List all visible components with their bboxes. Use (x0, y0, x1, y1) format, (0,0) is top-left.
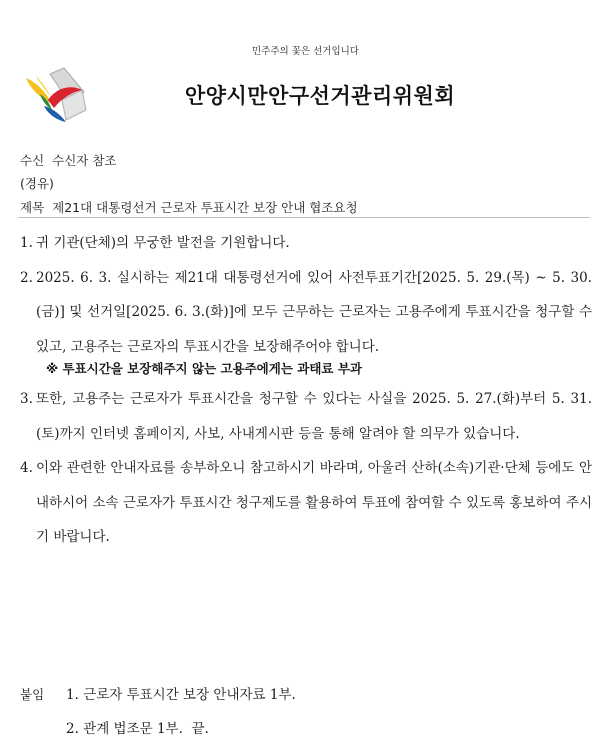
attachments (20, 678, 592, 746)
recipient-label: 수신 (20, 153, 45, 168)
subject-label: 제목 (20, 200, 45, 215)
attachment-item-1: 1. 근로자 투표시간 보장 안내자료 1부. (66, 687, 296, 703)
item-text: 또한, 고용주는 근로자가 투표시간을 청구할 수 있다는 사실을 2025. 5. 27.(화)부터 5. 31.(토)까지 인터넷 홈페이지, 사보, 사내게시판 등을 통해 알려야 할 의무가 있습니다. (36, 391, 592, 442)
recipient-value: 수신자 참조 (52, 153, 117, 168)
subject-value: 제21대 대통령선거 근로자 투표시간 보장 안내 협조요청 (52, 200, 358, 215)
body-item-4 (20, 451, 592, 555)
end-mark: 끝. (191, 721, 209, 737)
document-body (20, 226, 592, 555)
body-item-1 (20, 226, 592, 261)
via-label: (경유) (20, 176, 54, 191)
body-item-2 (20, 261, 592, 365)
item-text: 2025. 6. 3. 실시하는 제21대 대통령선거에 있어 사전투표기간[2025. 5. 29.(목) ~ 5. 30.(금)] 및 선거일[2025. 6. 3.(화)]에 모두 근무하는 근로자는 고용주에게 투표시간을 청구할 수 있고, 고용주는 근로자의 투표시간을 보장해주어야 합니다. (36, 269, 592, 355)
item-text: 귀 기관(단체)의 무궁한 발전을 기원합니다. (36, 235, 290, 251)
attachment-label: 붙임 (20, 687, 45, 702)
organization-name: 안양시만안구선거관리위원회 (184, 84, 456, 108)
nec-bird-ballot-logo-icon (22, 64, 88, 126)
item-number: 2. (20, 269, 33, 286)
item-number: 3. (20, 391, 33, 407)
item-number: 1. (20, 235, 33, 251)
subject-line (20, 198, 358, 216)
item-number: 4. (20, 460, 33, 476)
body-item-3 (20, 382, 592, 451)
recipient-line (20, 151, 117, 169)
header-divider (18, 217, 590, 218)
attachment-item-2: 2. 관계 법조문 1부. (66, 721, 183, 737)
penalty-note: ※ 투표시간을 보장해주지 않는 고용주에게는 과태료 부과 (46, 361, 362, 376)
attachment-line-1 (20, 678, 592, 712)
motto: 민주주의 꽃은 선거입니다 (252, 46, 359, 57)
attachment-line-2 (20, 712, 592, 746)
item-text: 이와 관련한 안내자료를 송부하오니 참고하시기 바라며, 아울러 산하(소속)기관·단체 등에도 안내하시어 소속 근로자가 투표시간 청구제도를 활용하여 투표에 참여할 수 있도록 홍보하여 주시기 바랍니다. (36, 460, 592, 545)
via-line (20, 174, 54, 192)
